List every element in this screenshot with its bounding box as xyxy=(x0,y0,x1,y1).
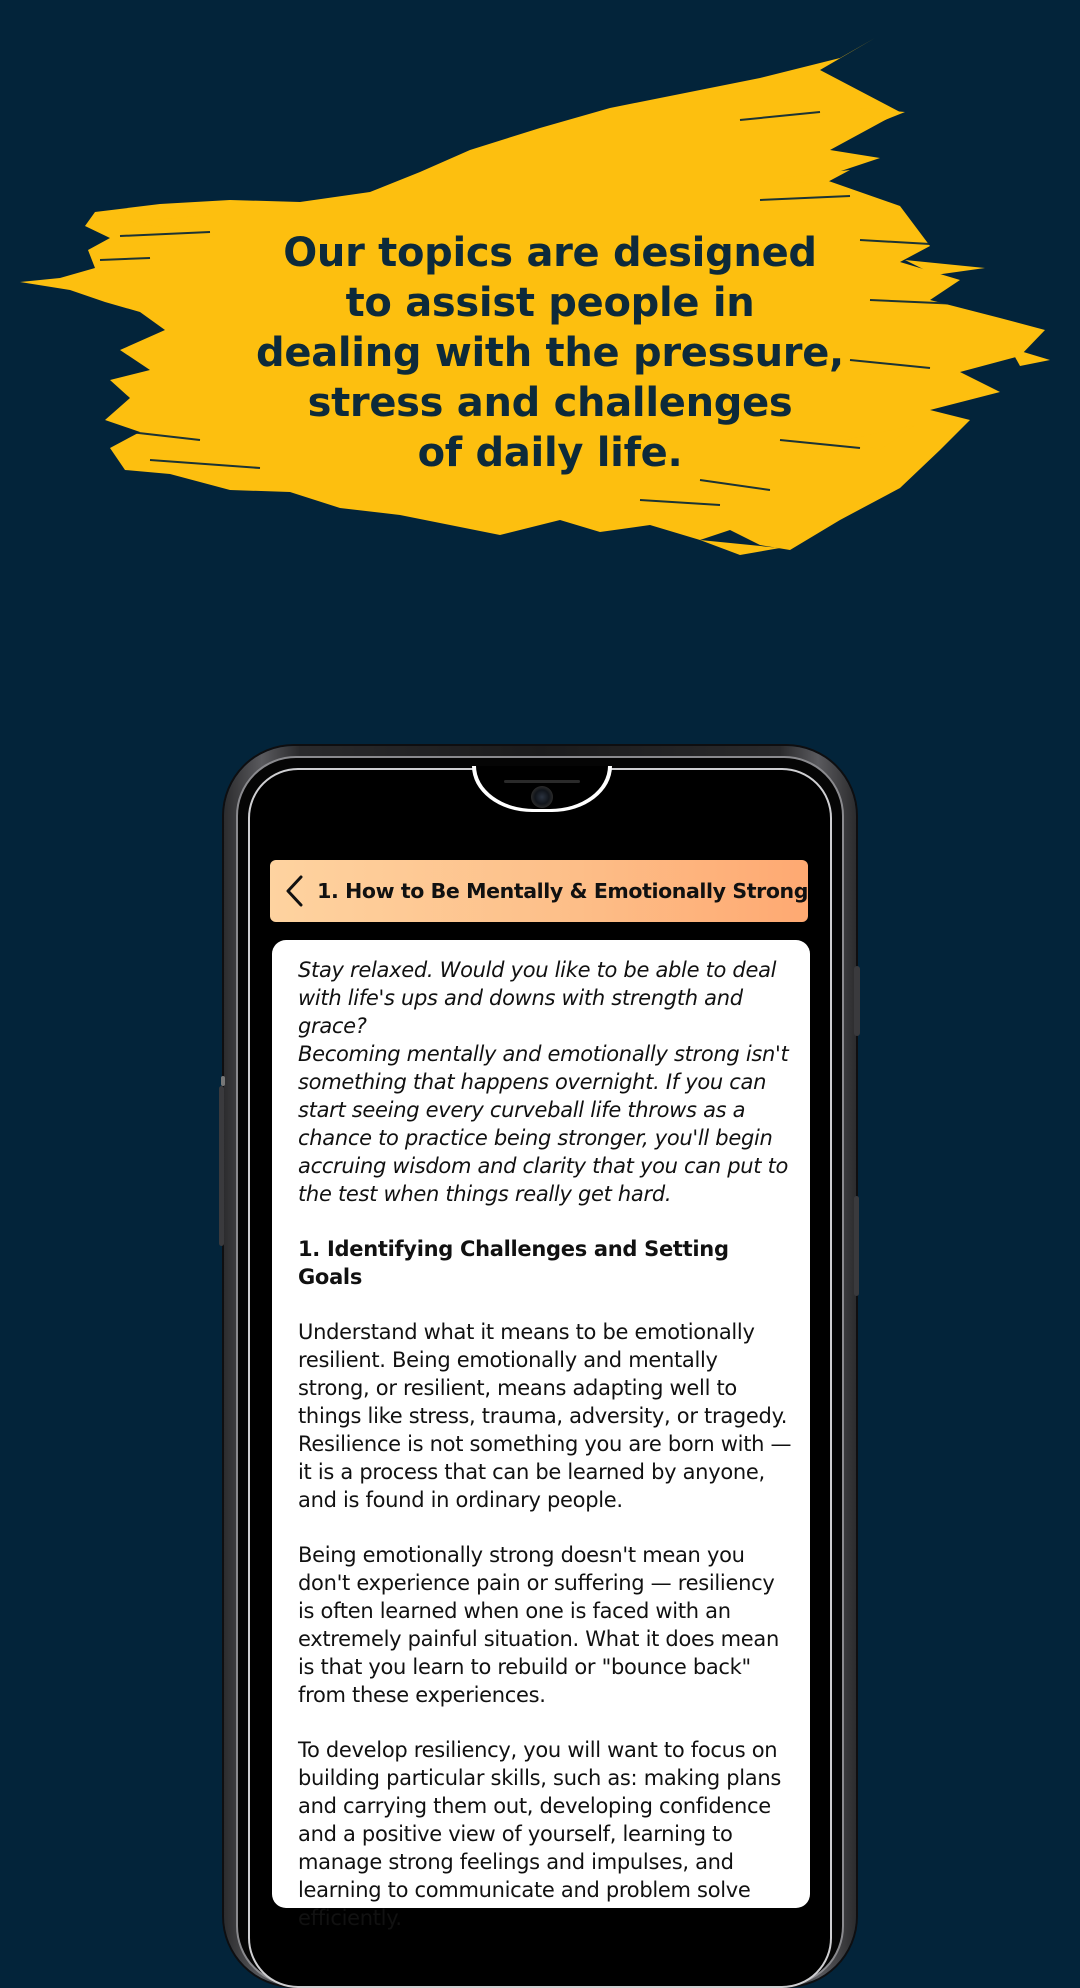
promo-banner xyxy=(0,0,1080,620)
earpiece-speaker xyxy=(504,780,580,783)
article-header xyxy=(270,860,808,922)
article-title: 1. How to Be Mentally & Emotionally Strong xyxy=(317,879,808,903)
phone-power-button xyxy=(854,966,860,1036)
phone-side-key xyxy=(221,1076,225,1086)
article-paragraph: Being emotionally strong doesn't mean you don't experience pain or suffering — resiliency is often learned when one is faced with an extremely painful situation. What it does mean is that you learn to rebuild or "bounce back" from these experiences. xyxy=(298,1543,780,1707)
front-camera-icon xyxy=(531,786,553,808)
phone-mockup xyxy=(224,746,856,1986)
phone-screen xyxy=(248,768,832,1988)
back-button[interactable] xyxy=(276,860,311,922)
chevron-left-icon xyxy=(283,874,305,908)
article-paragraph: To develop resiliency, you will want to focus on building particular skills, such as: making plans and carrying them out, developing confidence and a positive view of yourself, learning to manage strong feelings and impulses, and learning to communicate and problem solve efficiently. xyxy=(298,1738,782,1930)
intro-text-1: Stay relaxed. Would you like to be able to deal with life's ups and downs with strength and grace? xyxy=(298,958,777,1038)
article-paragraph: Understand what it means to be emotionally resilient. Being emotionally and mentally strong, or resilient, means adapting well to things like stress, trauma, adversity, or tragedy. Resilience is not something you are born with — it is a process that can be learned by anyone, and is found in ordinary people. xyxy=(298,1320,792,1512)
phone-side-button xyxy=(854,1196,859,1296)
article-content[interactable] xyxy=(272,940,810,1930)
phone-volume-button xyxy=(219,1086,224,1246)
section-heading: 1. Identifying Challenges and Setting Goals xyxy=(298,1237,729,1289)
intro-text-2: Becoming mentally and emotionally strong isn't something that happens overnight. If you can start seeing every curveball life throws as a chance to practice being stronger, you'll begin accruing wisdom and clarity that you can put to the test when things really get hard. xyxy=(298,1042,789,1206)
promo-headline: Our topics are designed to assist people in dealing with the pressure, stress and challenges of daily life. xyxy=(256,230,844,476)
